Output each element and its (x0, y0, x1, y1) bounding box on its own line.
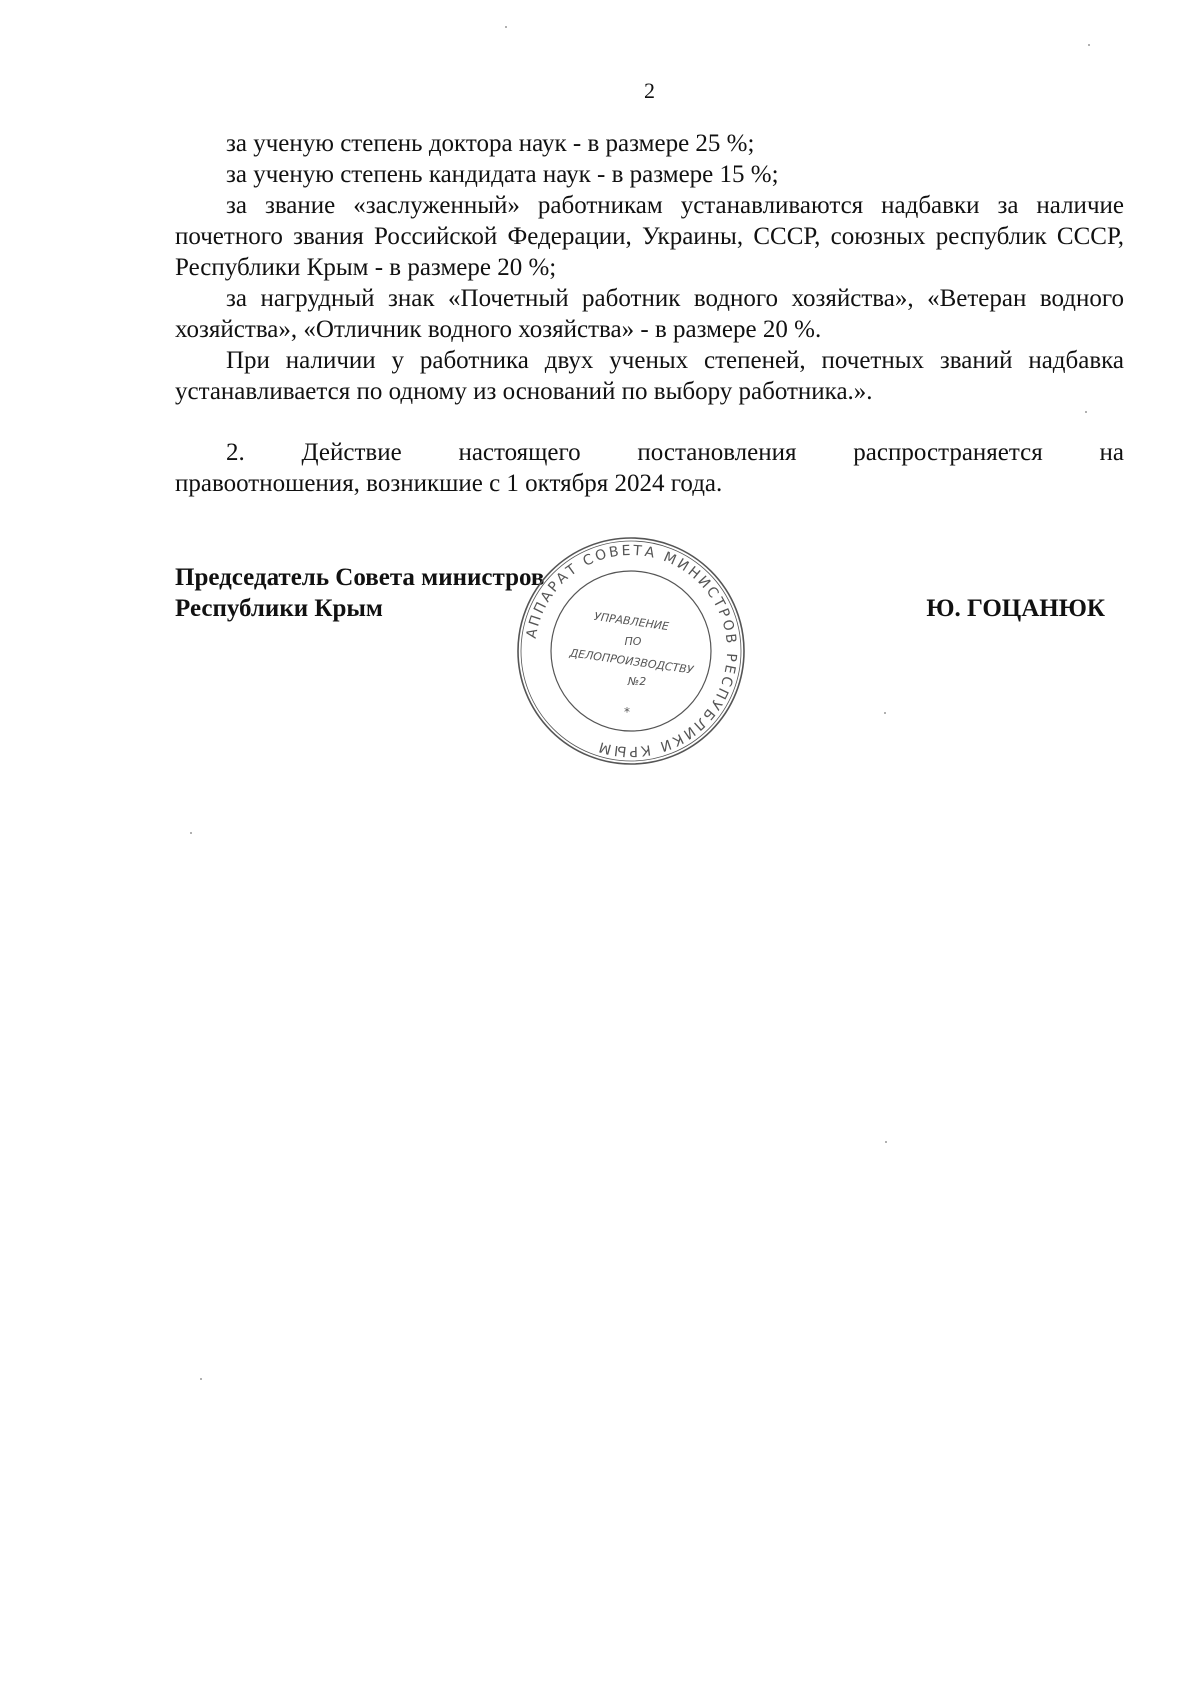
document-body (175, 128, 1124, 499)
scan-speck (200, 1378, 202, 1380)
paragraph-item-2 (175, 437, 1124, 499)
item-2-first-line (175, 437, 1124, 468)
paragraph-candidate-degree: за ученую степень кандидата наук - в размере 15 %; (226, 161, 779, 188)
scan-speck (884, 712, 886, 714)
svg-text:АППАРАТ СОВЕТА МИНИСТРОВ РЕСПУ (524, 543, 739, 759)
scan-speck (505, 26, 507, 28)
item-2-word-2: настоящего (458, 439, 581, 466)
paragraph-doctor-degree: за ученую степень доктора наук - в размере 25 %; (226, 130, 755, 157)
page-number: 2 (644, 78, 655, 103)
item-2-number: 2. (226, 439, 245, 466)
paragraph-honored-title: за звание «заслуженный» работникам устанавливаются надбавки за наличие почетного звания Российской Федерации, Украины, СССР, союзных республик СССР, Республики Крым - в размере 20 %; (175, 192, 1124, 281)
item-2-word-4: распространяется (853, 439, 1043, 466)
svg-text:*: * (624, 705, 630, 719)
stamp-inner-line-2: ПО (624, 635, 642, 648)
stamp-inner-line-4: №2 (627, 675, 647, 688)
stamp-outer-text: АППАРАТ СОВЕТА МИНИСТРОВ РЕСПУБЛИКИ КРЫМ (523, 542, 740, 760)
scan-speck (1088, 44, 1090, 46)
item-2-word-3: постановления (637, 439, 797, 466)
scan-speck (1085, 411, 1087, 413)
signer-position-line-1: Председатель Совета министров (175, 564, 545, 591)
scan-speck (190, 832, 192, 834)
paragraph-two-degrees: При наличии у работника двух ученых степеней, почетных званий надбавка устанавливается по одному из оснований по выбору работника.». (175, 347, 1124, 405)
item-2-word-5: на (1099, 439, 1124, 466)
signer-position-line-2: Республики Крым (175, 595, 383, 622)
scan-speck (885, 1141, 887, 1143)
item-2-word-1: Действие (301, 439, 402, 466)
item-2-continuation: правоотношения, возникшие с 1 октября 2024 года. (175, 470, 723, 497)
stamp-inner-line-3: ДЕЛОПРОИЗВОДСТВУ (568, 646, 695, 677)
official-stamp (515, 535, 747, 767)
signer-name: Ю. ГОЦАНЮК (926, 595, 1105, 622)
stamp-inner-line-1: УПРАВЛЕНИЕ (593, 609, 670, 634)
paragraph-badge: за нагрудный знак «Почетный работник водного хозяйства», «Ветеран водного хозяйства», «Отличник водного хозяйства» - в размере 20 %. (175, 285, 1124, 343)
